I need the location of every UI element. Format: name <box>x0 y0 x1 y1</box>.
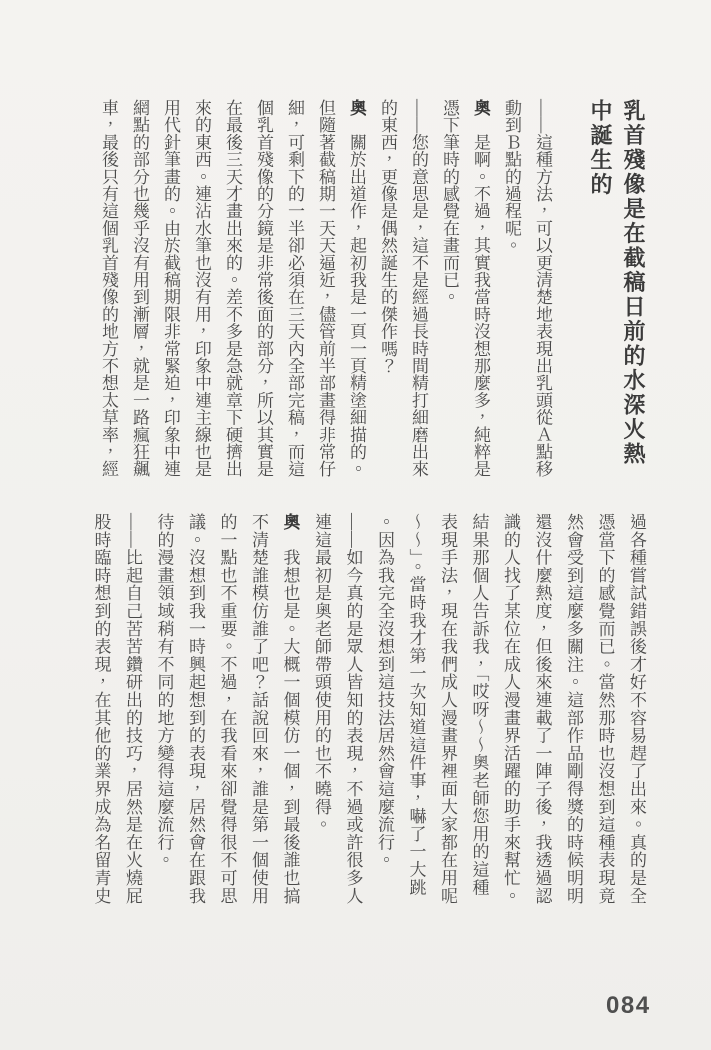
speaker-label: 奧 <box>280 513 300 531</box>
section-heading: 乳首殘像是在截稿日前的水深火熱中誕生的 <box>588 99 646 467</box>
interview-answer-continued <box>369 513 653 905</box>
answer-text: 是啊。不過，其實我當時沒想那麼多，純粹是憑下筆時的感覺在畫而已。 <box>440 99 490 478</box>
interview-answer <box>93 99 372 478</box>
answer-text: 過各種嘗試錯誤後才好不容易趕了出來。真的是全憑當下的感覺而已。當然那時也沒想到這種表現竟然會受到這麼多關注。這部作品剛得獎的時候明明還沒什麼熱度，但後來連載了一陣子後，我透過認識的人找了某位在成人漫畫界活躍的助手來幫忙。結果那個人告訴我，「哎呀～～奧老師您用的這種表現手法，現在我們成人漫畫界裡面大家都在用呢～～」。當時我才第一次知道這件事，嚇了一大跳。因為我完全沒想到這技法居然會這麼流行。 <box>375 513 646 905</box>
question-text: ——您的意思是，這不是經過長時間精打細磨出來的東西，更像是偶然誕生的傑作嗎？ <box>378 99 428 478</box>
question-text: ——比起自己苦苦鑽研出的技巧，居然是在火燒屁股時臨時想到的表現，在其他的業界成為名留青史 <box>91 513 142 905</box>
interview-question <box>372 99 434 478</box>
question-text: ——如今真的是眾人皆知的表現，不過或許很多人連這最初是奧老師帶頭使用的也不曉得。 <box>312 513 363 905</box>
answer-text: 我想也是。大概一個模仿一個，到最後誰也搞不清楚誰模仿誰了吧？話說回來，誰是第一個使用的一點也不重要。不過，在我看來卻覺得很不可思議。沒想到我一時興起想到的表現，居然會在跟我待的漫畫領域稍有不同的地方變得這麼流行。 <box>154 513 300 905</box>
top-text-block <box>93 99 650 478</box>
page-number: 084 <box>606 992 651 1019</box>
interview-question <box>496 99 558 478</box>
interview-question <box>85 513 148 905</box>
interview-question <box>306 513 369 905</box>
speaker-label: 奧 <box>347 99 366 117</box>
interview-answer <box>434 99 496 478</box>
question-text: ——這種方法，可以更清楚地表現出乳頭從Ａ點移動到Ｂ點的過程呢。 <box>502 99 552 478</box>
speaker-label: 奧 <box>471 99 490 117</box>
interview-answer <box>148 513 306 905</box>
answer-text: 關於出道作，起初我是一頁一頁精塗細描的。但隨著截稿期一天天逼近，儘管前半部畫得非常仔細，可剩下的一半卻必須在三天內全部完稿，而這個乳首殘像的分鏡是非常後面的部分，所以其實是在最後三天才畫出來的。差不多是急就章下硬擠出來的東西。連沾水筆也沒有用，印象中連主線也是用代針筆畫的。由於截稿期限非常緊迫，印象中連網點的部分也幾乎沒有用到漸層，就是一路瘋狂飆車，最後只有這個乳首殘像的地方不想太草率，經 <box>99 99 366 478</box>
bottom-text-block <box>85 513 652 905</box>
